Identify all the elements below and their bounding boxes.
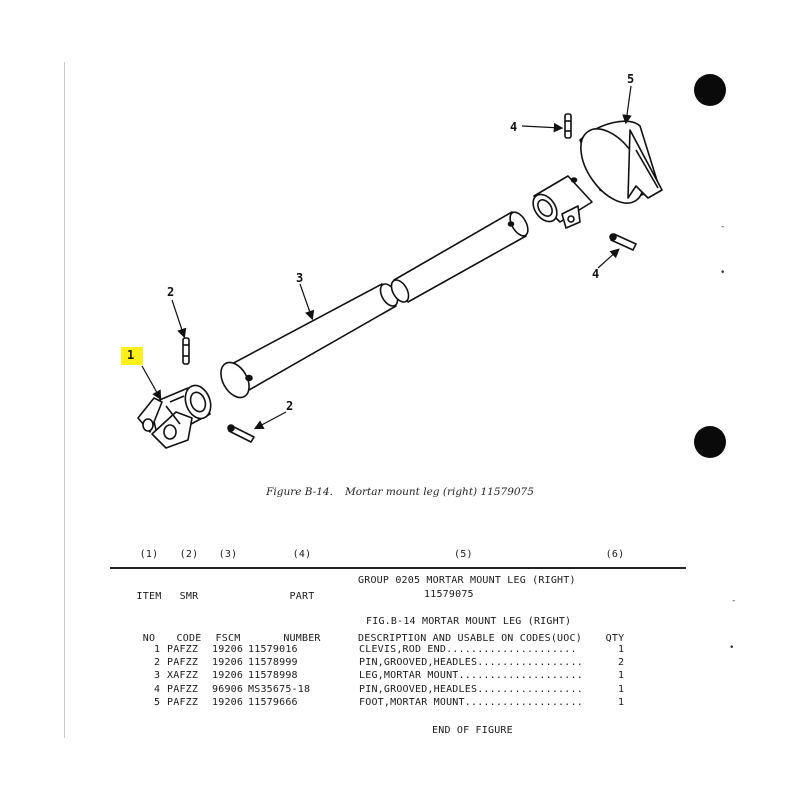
row-item-no: 2 xyxy=(154,657,161,668)
row-description: PIN,GROOVED,HEADLES................. xyxy=(359,684,583,695)
ms-pin-upper xyxy=(565,114,571,138)
header-col1-line3: NO xyxy=(142,633,156,644)
row-part-number: 11579016 xyxy=(248,644,298,655)
leader-item-1 xyxy=(142,366,160,398)
header-smr-code xyxy=(171,520,207,660)
row-smr-code: PAFZZ xyxy=(167,697,199,708)
callout-item-2-upper: 2 xyxy=(167,285,175,299)
leader-item-3 xyxy=(300,284,312,318)
scan-speck: - xyxy=(731,596,737,606)
callout-item-4-upper: 4 xyxy=(510,120,518,134)
row-qty: 2 xyxy=(618,657,625,668)
ms-pin-lower xyxy=(610,234,636,250)
figure-caption xyxy=(0,486,800,498)
scan-speck: • xyxy=(720,268,726,278)
row-smr-code: PAFZZ xyxy=(167,657,199,668)
group-line-2: 11579075 xyxy=(424,589,474,600)
header-fscm xyxy=(211,520,245,660)
row-qty: 1 xyxy=(618,644,625,655)
header-col2-line3: CODE xyxy=(176,633,202,644)
clevis-rod-end-part xyxy=(138,382,215,448)
table-row xyxy=(0,697,800,711)
row-description: LEG,MORTAR MOUNT.................... xyxy=(359,670,583,681)
group-line-1: GROUP 0205 MORTAR MOUNT LEG (RIGHT) xyxy=(358,575,576,586)
row-smr-code: PAFZZ xyxy=(167,644,199,655)
header-col4-line3: NUMBER xyxy=(283,633,321,644)
row-qty: 1 xyxy=(618,670,625,681)
header-qty xyxy=(603,520,627,660)
scan-speck: • xyxy=(729,643,735,653)
end-of-figure: END OF FIGURE xyxy=(432,725,513,736)
header-col4-line2: PART xyxy=(289,591,315,602)
row-qty: 1 xyxy=(618,697,625,708)
mortar-mount-foot-part xyxy=(528,118,662,228)
callout-item-4-lower: 4 xyxy=(592,267,600,281)
row-qty: 1 xyxy=(618,684,625,695)
leader-item-2-upper xyxy=(172,300,184,336)
table-row xyxy=(0,657,800,671)
row-item-no: 4 xyxy=(154,684,161,695)
header-col1-line2: ITEM xyxy=(136,591,162,602)
fig-line: FIG.B-14 MORTAR MOUNT LEG (RIGHT) xyxy=(366,616,572,627)
row-item-no: 3 xyxy=(154,670,161,681)
row-part-number: 11579666 xyxy=(248,697,298,708)
header-col5-line1: (5) xyxy=(454,549,473,560)
header-col1-line1: (1) xyxy=(139,549,159,560)
grooved-pin-lower xyxy=(228,425,254,442)
row-description: CLEVIS,ROD END..................... xyxy=(359,644,577,655)
row-part-number: 11578998 xyxy=(248,670,298,681)
callout-item-1-highlight xyxy=(121,347,143,365)
header-col5-line2: DESCRIPTION AND USABLE ON CODES(UOC) xyxy=(358,633,582,644)
row-description: FOOT,MORTAR MOUNT................... xyxy=(359,697,583,708)
header-col2-line2: SMR xyxy=(179,591,199,602)
row-fscm: 19206 xyxy=(212,657,244,668)
leg-tube-upper xyxy=(388,209,532,305)
row-item-no: 5 xyxy=(154,697,161,708)
callout-item-3: 3 xyxy=(296,271,304,285)
grooved-pin-upper xyxy=(183,338,189,364)
header-rule xyxy=(110,567,686,569)
scan-speck: - xyxy=(720,222,726,232)
header-col3-line2: FSCM xyxy=(215,633,241,644)
leader-item-4-upper xyxy=(522,126,561,128)
header-col3-line1: (3) xyxy=(218,549,238,560)
row-smr-code: PAFZZ xyxy=(167,684,199,695)
table-row xyxy=(0,684,800,698)
callout-item-1: 1 xyxy=(127,348,135,362)
row-smr-code: XAFZZ xyxy=(167,670,199,681)
table-row xyxy=(0,644,800,658)
figure-label: Figure B-14. xyxy=(266,486,333,498)
header-description xyxy=(358,520,598,660)
figure-title: Mortar mount leg (right) 11579075 xyxy=(344,486,534,498)
leader-item-2-lower xyxy=(256,412,286,428)
row-part-number: 11578999 xyxy=(248,657,298,668)
leader-item-4-lower xyxy=(598,250,618,268)
leg-tube-lower xyxy=(215,281,401,402)
row-fscm: 19206 xyxy=(212,644,244,655)
leader-item-5 xyxy=(626,86,631,122)
callout-item-5: 5 xyxy=(627,72,635,86)
header-part-number xyxy=(274,520,330,660)
header-col6-line2: QTY xyxy=(605,633,625,644)
header-col6-line1: (6) xyxy=(605,549,625,560)
row-fscm: 19206 xyxy=(212,670,244,681)
row-part-number: MS35675-18 xyxy=(248,684,311,695)
row-fscm: 19206 xyxy=(212,697,244,708)
callout-item-2-lower: 2 xyxy=(286,399,294,413)
row-fscm: 96906 xyxy=(212,684,244,695)
table-row xyxy=(0,670,800,684)
row-description: PIN,GROOVED,HEADLES................. xyxy=(359,657,583,668)
row-item-no: 1 xyxy=(154,644,161,655)
header-item-no xyxy=(135,520,163,660)
header-col2-line1: (2) xyxy=(179,549,199,560)
header-col4-line1: (4) xyxy=(292,549,312,560)
